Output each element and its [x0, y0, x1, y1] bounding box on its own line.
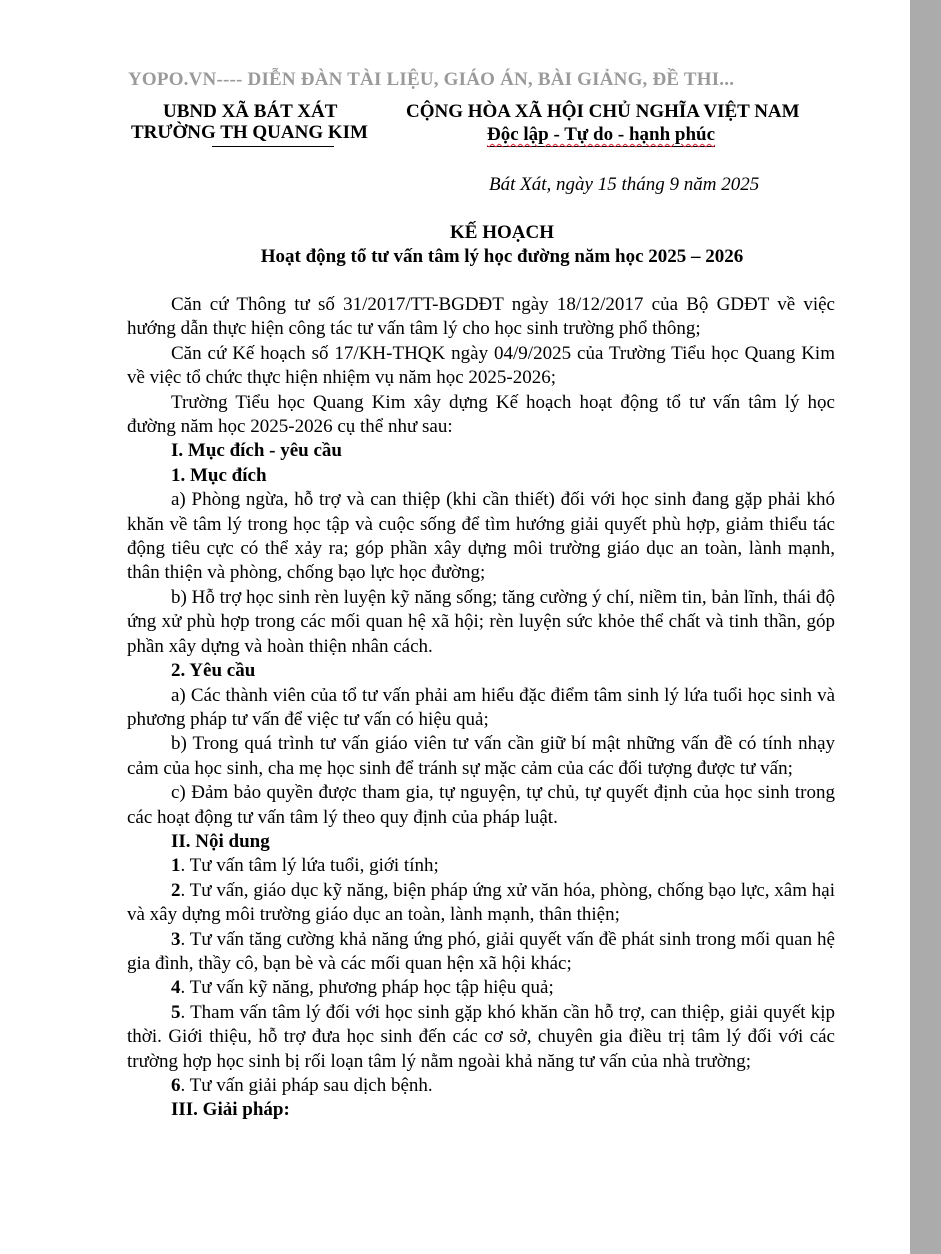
document-subtitle: Hoạt động tổ tư vấn tâm lý học đường năm học 2025 – 2026 [260, 246, 744, 267]
paragraph-requirement-b: b) Trong quá trình tư vấn giáo viên tư vấn cần giữ bí mật những vấn đề có tính nhạy cảm của học sinh, cha mẹ học sinh để tránh sự mặc cảm của các đối tượng được tư vấn; [127, 733, 835, 779]
document-title: KẾ HOẠCH [450, 222, 554, 243]
paragraph-legal-basis-2: Căn cứ Kế hoạch số 17/KH-THQK ngày 04/9/2025 của Trường Tiểu học Quang Kim về việc tổ chức thực hiện nhiệm vụ năm học 2025-2026; [127, 342, 835, 389]
item-text: . Tư vấn giải pháp sau dịch bệnh. [180, 1075, 433, 1096]
content-item-3 [127, 928, 835, 977]
item-number: 3 [171, 928, 181, 950]
school-name: TRƯỜNG TH QUANG KIM [131, 122, 368, 143]
workspace-background [910, 0, 941, 1254]
paragraph-intro: Trường Tiểu học Quang Kim xây dựng Kế hoạch hoạt động tổ tư vấn tâm lý học đường năm học 2025-2026 cụ thể như sau: [127, 391, 835, 438]
org-underline [212, 146, 334, 147]
paragraph-purpose-b: b) Hỗ trợ học sinh rèn luyện kỹ năng sống; tăng cường ý chí, niềm tin, bản lĩnh, thái độ ứng xử phù hợp trong các mối quan hệ xã hội; rèn luyện sức khỏe thể chất và tinh thần, góp phần xây dựng và hoàn thiện nhân cách. [127, 586, 835, 657]
heading-section-1: I. Mục đích - yêu cầu [171, 440, 342, 462]
document-body [127, 293, 835, 1123]
org-name-line1: UBND XÃ BÁT XÁT [163, 101, 338, 122]
item-number: 4 [171, 977, 181, 999]
item-text: . Tư vấn kỹ năng, phương pháp học tập hiệu quả; [180, 977, 554, 999]
watermark-text: YOPO.VN---- DIỄN ĐÀN TÀI LIỆU, GIÁO ÁN, BÀI GIẢNG, ĐỀ THI... [128, 69, 735, 90]
heading-section-3: III. Giải pháp: [171, 1099, 290, 1121]
paragraph-requirement-c: c) Đảm bảo quyền được tham gia, tự nguyện, tự chủ, tự quyết định của học sinh trong các hoạt động tư vấn tâm lý theo quy định của pháp luật. [127, 782, 835, 828]
country-name: CỘNG HÒA XÃ HỘI CHỦ NGHĨA VIỆT NAM [406, 101, 800, 122]
motto-text: Độc lập - Tự do - hạnh phúc [487, 124, 716, 145]
content-item-2 [127, 879, 835, 928]
content-item-4 [127, 976, 835, 1000]
content-item-6 [127, 1074, 835, 1098]
item-text: . Tư vấn tâm lý lứa tuổi, giới tính; [180, 855, 439, 877]
item-text: . Tư vấn tăng cường khả năng ứng phó, giải quyết vấn đề phát sinh trong mối quan hệ gia đình, thầy cô, bạn bè và các mối quan hện xã hội khác; [127, 928, 835, 974]
paragraph-requirement-a: a) Các thành viên của tổ tư vấn phải am hiểu đặc điểm tâm sinh lý lứa tuổi học sinh và phương pháp tư vấn để việc tư vấn có hiệu quả; [127, 684, 835, 730]
item-number: 1 [171, 855, 181, 877]
item-text: . Tư vấn, giáo dục kỹ năng, biện pháp ứng xử văn hóa, phòng, chống bạo lực, xâm hại và xây dựng môi trường giáo dục an toàn, lành mạnh, thân thiện; [127, 879, 835, 926]
heading-requirements: 2. Yêu cầu [171, 660, 256, 682]
item-number: 5 [171, 1001, 181, 1023]
content-item-1 [127, 854, 835, 878]
org-name-line2 [131, 122, 368, 144]
item-number: 6 [171, 1075, 181, 1096]
heading-purpose: 1. Mục đích [171, 464, 267, 486]
item-number: 2 [171, 879, 181, 901]
heading-section-2: II. Nội dung [171, 830, 270, 852]
document-date: Bát Xát, ngày 15 tháng 9 năm 2025 [489, 174, 760, 195]
paragraph-purpose-a: a) Phòng ngừa, hỗ trợ và can thiệp (khi cần thiết) đối với học sinh đang gặp phải khó khăn về tâm lý trong học tập và cuộc sống để tìm hướng giải quyết phù hợp, giảm thiểu tác động tiêu cực có thể xảy ra; góp phần xây dựng môi trường giáo dục an toàn, lành mạnh, thân thiện và phòng, chống bạo lực học đường; [127, 489, 835, 584]
content-item-5 [127, 1001, 835, 1074]
item-text: . Tham vấn tâm lý đối với học sinh gặp khó khăn cần hỗ trợ, can thiệp, giải quyết kịp thời. Giới thiệu, hỗ trợ đưa học sinh đến các cơ sở, chuyên gia điều trị tâm lý đối với các trường hợp học sinh bị rối loạn tâm lý nằm ngoài khả năng tư vấn của nhà trường; [127, 1001, 835, 1072]
paragraph-legal-basis-1: Căn cứ Thông tư số 31/2017/TT-BGDĐT ngày 18/12/2017 của Bộ GDĐT về việc hướng dẫn thực hiện công tác tư vấn tâm lý cho học sinh trường phổ thông; [127, 294, 835, 340]
country-motto [487, 124, 715, 146]
